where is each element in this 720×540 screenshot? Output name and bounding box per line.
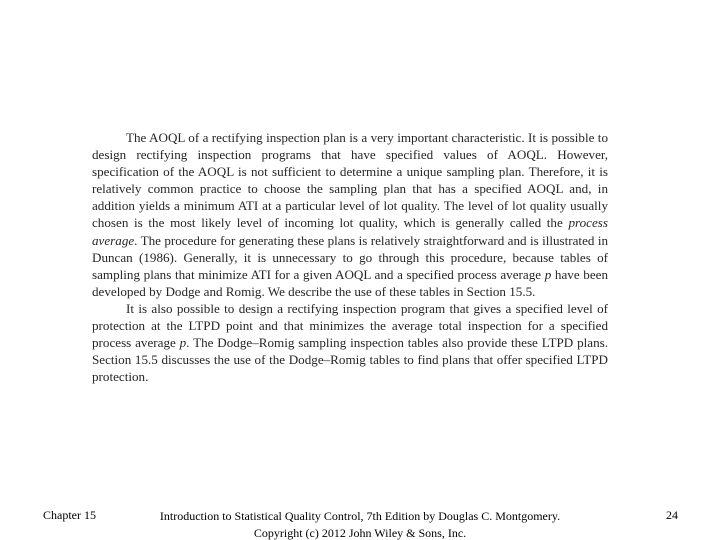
page-number: 24: [666, 508, 678, 522]
paragraph-1-text-b: . The procedure for generating these plans is relatively straightforward and is illustrated in Duncan (1986). Generally, it is unnecessary to go through this procedure, because tables of sampling plans that minimize ATI for a given AOQL and a specified process average: [92, 232, 608, 282]
body-text: [92, 129, 608, 385]
citation-line-1: Introduction to Statistical Quality Control, 7th Edition by Douglas C. Montgomery.: [159, 509, 561, 523]
paragraph-2-text-b: . The Dodge–Romig sampling inspection tables also provide these LTPD plans. Section 15.5 discusses the use of the Dodge–Romig tables to find plans that offer specified LTPD protection.: [92, 335, 608, 385]
paragraph-1-text-a: The AOQL of a rectifying inspection plan is a very important characteristic. It is possible to design rectifying inspection programs that have specified values of AOQL. However, specification of the AOQL is not sufficient to determine a unique sampling plan. Therefore, it is relatively common practice to choose the sampling plan that has a specified AOQL and, in addition yields a minimum ATI at a particular level of lot quality. The level of lot quality usually chosen is the most likely level of incoming lot quality, which is generally called the: [92, 130, 608, 231]
paragraph-1-text-c: have been developed by Dodge and Romig. We describe the use of these tables in Section 15.5.: [92, 266, 608, 299]
citation-line-2: Copyright (c) 2012 John Wiley & Sons, Inc.: [253, 526, 467, 540]
paragraph-2-text-a: It is also possible to design a rectifying inspection program that gives a specified level of protection at the LTPD point and that minimizes the average total inspection for a specified process average: [92, 300, 608, 351]
variable-p: p: [179, 335, 187, 351]
variable-p: p: [544, 266, 552, 282]
paragraph-aoql-design: [92, 129, 608, 300]
process-average-term: process average: [92, 215, 608, 248]
chapter-label: Chapter 15: [43, 508, 96, 522]
paragraph-ltpd-design: [92, 300, 608, 385]
citation: [140, 508, 580, 540]
